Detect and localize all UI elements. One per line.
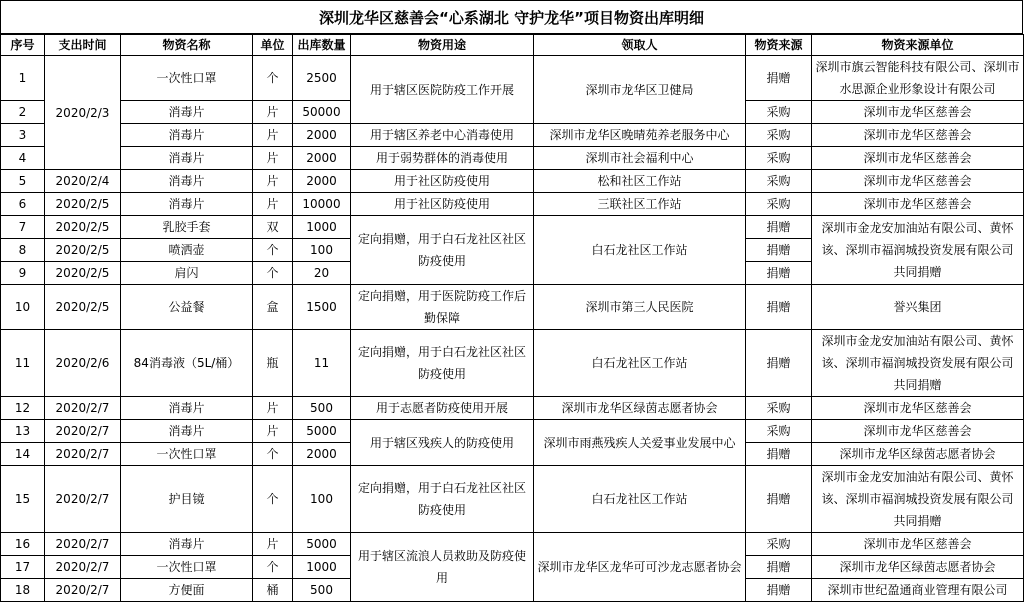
col-header-receiver[interactable]: 领取人 [534,35,746,56]
cell-qty[interactable]: 5000 [293,533,351,556]
col-header-source[interactable]: 物资来源 [746,35,812,56]
cell-date[interactable]: 2020/2/7 [45,466,121,533]
col-header-qty[interactable]: 出库数量 [293,35,351,56]
cell-date[interactable]: 2020/2/3 [45,56,121,170]
cell-source-org[interactable]: 深圳市龙华区慈善会 [812,193,1024,216]
cell-use[interactable]: 定向捐赠，用于白石龙社区社区防疫使用 [351,216,534,285]
cell-no[interactable]: 7 [1,216,45,239]
header-row [1,35,1024,56]
cell-source[interactable]: 捐赠 [746,443,812,466]
cell-no[interactable]: 3 [1,124,45,147]
cell-no[interactable]: 12 [1,397,45,420]
cell-qty[interactable]: 500 [293,397,351,420]
cell-unit[interactable]: 双 [253,216,293,239]
cell-no[interactable]: 11 [1,330,45,397]
cell-date[interactable]: 2020/2/7 [45,579,121,602]
cell-unit[interactable]: 个 [253,556,293,579]
table-row [1,533,1024,556]
cell-no[interactable]: 14 [1,443,45,466]
cell-source-org[interactable]: 誉兴集团 [812,285,1024,330]
cell-source[interactable]: 捐赠 [746,216,812,239]
cell-qty[interactable]: 50000 [293,101,351,124]
cell-date[interactable]: 2020/2/5 [45,239,121,262]
cell-unit[interactable]: 片 [253,533,293,556]
cell-source[interactable]: 采购 [746,193,812,216]
table-row [1,420,1024,443]
cell-unit[interactable]: 个 [253,443,293,466]
cell-source-org[interactable]: 深圳市龙华区慈善会 [812,101,1024,124]
cell-receiver[interactable]: 深圳市龙华区卫健局 [534,56,746,124]
cell-unit[interactable]: 片 [253,170,293,193]
table-row [1,285,1024,330]
col-header-use[interactable]: 物资用途 [351,35,534,56]
cell-unit[interactable]: 片 [253,124,293,147]
cell-receiver[interactable]: 深圳市龙华区龙华可可沙龙志愿者协会 [534,533,746,602]
cell-source[interactable]: 捐赠 [746,579,812,602]
cell-source[interactable]: 捐赠 [746,466,812,533]
cell-item[interactable]: 肩闪 [121,262,253,285]
cell-qty[interactable]: 2000 [293,443,351,466]
cell-item[interactable]: 消毒片 [121,124,253,147]
cell-date[interactable]: 2020/2/5 [45,285,121,330]
table-row [1,216,1024,239]
cell-no[interactable]: 8 [1,239,45,262]
table-row [1,56,1024,101]
cell-item[interactable]: 方便面 [121,579,253,602]
cell-item[interactable]: 消毒片 [121,101,253,124]
cell-unit[interactable]: 片 [253,420,293,443]
cell-source-org[interactable]: 深圳市龙华区绿茵志愿者协会 [812,443,1024,466]
cell-source[interactable]: 捐赠 [746,239,812,262]
cell-no[interactable]: 10 [1,285,45,330]
cell-no[interactable]: 13 [1,420,45,443]
cell-qty[interactable]: 2000 [293,147,351,170]
cell-unit[interactable]: 盒 [253,285,293,330]
cell-source-org[interactable]: 深圳市龙华区绿茵志愿者协会 [812,556,1024,579]
cell-use[interactable]: 定向捐赠，用于医院防疫工作后勤保障 [351,285,534,330]
cell-qty[interactable]: 1000 [293,556,351,579]
cell-item[interactable]: 一次性口罩 [121,56,253,101]
cell-qty[interactable]: 20 [293,262,351,285]
cell-use[interactable]: 用于辖区残疾人的防疫使用 [351,420,534,466]
cell-source[interactable]: 采购 [746,124,812,147]
table-row [1,170,1024,193]
cell-receiver[interactable]: 白石龙社区工作站 [534,216,746,285]
cell-source[interactable]: 采购 [746,101,812,124]
cell-qty[interactable]: 1500 [293,285,351,330]
cell-source[interactable]: 采购 [746,533,812,556]
cell-unit[interactable]: 片 [253,397,293,420]
cell-source-org[interactable]: 深圳市金龙安加油站有限公司、黄怀该、深圳市福润城投资发展有限公司 共同捐赠 [812,330,1024,397]
cell-receiver[interactable]: 深圳市龙华区绿茵志愿者协会 [534,397,746,420]
cell-date[interactable]: 2020/2/4 [45,170,121,193]
cell-source-org[interactable]: 深圳市龙华区慈善会 [812,147,1024,170]
cell-no[interactable]: 9 [1,262,45,285]
cell-source[interactable]: 捐赠 [746,262,812,285]
cell-date[interactable]: 2020/2/7 [45,533,121,556]
cell-item[interactable]: 护目镜 [121,466,253,533]
cell-no[interactable]: 1 [1,56,45,101]
cell-no[interactable]: 18 [1,579,45,602]
col-header-no[interactable]: 序号 [1,35,45,56]
cell-use[interactable]: 用于辖区养老中心消毒使用 [351,124,534,147]
cell-source-org[interactable]: 深圳市金龙安加油站有限公司、黄怀该、深圳市福润城投资发展有限公司 共同捐赠 [812,466,1024,533]
cell-receiver[interactable]: 白石龙社区工作站 [534,466,746,533]
cell-source-org[interactable]: 深圳市世纪盈通商业管理有限公司 [812,579,1024,602]
col-header-item[interactable]: 物资名称 [121,35,253,56]
cell-item[interactable]: 消毒片 [121,147,253,170]
cell-item[interactable]: 公益餐 [121,285,253,330]
data-table [0,34,1024,602]
table-row [1,466,1024,533]
cell-no[interactable]: 17 [1,556,45,579]
cell-use[interactable]: 用于弱势群体的消毒使用 [351,147,534,170]
table-row [1,193,1024,216]
cell-use[interactable]: 用于辖区医院防疫工作开展 [351,56,534,124]
cell-source-org[interactable]: 深圳市旗云智能科技有限公司、深圳市水思源企业形象设计有限公司 [812,56,1024,101]
cell-source[interactable]: 采购 [746,170,812,193]
cell-qty[interactable]: 100 [293,466,351,533]
cell-source-org[interactable]: 深圳市龙华区慈善会 [812,170,1024,193]
cell-no[interactable]: 16 [1,533,45,556]
cell-no[interactable]: 5 [1,170,45,193]
cell-item[interactable]: 一次性口罩 [121,556,253,579]
cell-use[interactable]: 用于社区防疫使用 [351,193,534,216]
cell-no[interactable]: 6 [1,193,45,216]
cell-qty[interactable]: 11 [293,330,351,397]
cell-item[interactable]: 84消毒液（5L/桶） [121,330,253,397]
cell-source-org[interactable]: 深圳市龙华区慈善会 [812,124,1024,147]
cell-use[interactable]: 定向捐赠，用于白石龙社区社区防疫使用 [351,466,534,533]
cell-item[interactable]: 乳胶手套 [121,216,253,239]
cell-source[interactable]: 捐赠 [746,330,812,397]
cell-date[interactable]: 2020/2/6 [45,330,121,397]
cell-unit[interactable]: 片 [253,147,293,170]
cell-qty[interactable]: 500 [293,579,351,602]
cell-date[interactable]: 2020/2/5 [45,193,121,216]
cell-source[interactable]: 捐赠 [746,556,812,579]
page-title: 深圳龙华区慈善会“心系湖北 守护龙华”项目物资出库明细 [0,0,1023,34]
cell-source-org[interactable]: 深圳市龙华区慈善会 [812,533,1024,556]
cell-qty[interactable]: 100 [293,239,351,262]
cell-qty[interactable]: 10000 [293,193,351,216]
table-row [1,147,1024,170]
cell-date[interactable]: 2020/2/7 [45,420,121,443]
cell-source-org[interactable]: 深圳市龙华区慈善会 [812,397,1024,420]
cell-date[interactable]: 2020/2/7 [45,443,121,466]
col-header-unit[interactable]: 单位 [253,35,293,56]
cell-unit[interactable]: 个 [253,466,293,533]
cell-use[interactable]: 用于辖区流浪人员救助及防疫使用 [351,533,534,602]
cell-no[interactable]: 15 [1,466,45,533]
cell-use[interactable]: 用于志愿者防疫使用开展 [351,397,534,420]
cell-date[interactable]: 2020/2/5 [45,216,121,239]
cell-receiver[interactable]: 深圳市龙华区晚晴苑养老服务中心 [534,124,746,147]
cell-source[interactable]: 捐赠 [746,285,812,330]
cell-receiver[interactable]: 三联社区工作站 [534,193,746,216]
cell-source[interactable]: 采购 [746,420,812,443]
cell-qty[interactable]: 5000 [293,420,351,443]
cell-item[interactable]: 消毒片 [121,170,253,193]
cell-no[interactable]: 4 [1,147,45,170]
cell-item[interactable]: 消毒片 [121,533,253,556]
table-row [1,397,1024,420]
table-row [1,124,1024,147]
cell-source[interactable]: 采购 [746,397,812,420]
col-header-source-org[interactable]: 物资来源单位 [812,35,1024,56]
cell-unit[interactable]: 桶 [253,579,293,602]
cell-item[interactable]: 消毒片 [121,193,253,216]
cell-source[interactable]: 采购 [746,147,812,170]
cell-date[interactable]: 2020/2/5 [45,262,121,285]
cell-date[interactable]: 2020/2/7 [45,556,121,579]
cell-qty[interactable]: 2000 [293,124,351,147]
cell-receiver[interactable]: 深圳市社会福利中心 [534,147,746,170]
cell-receiver[interactable]: 深圳市雨燕残疾人关爱事业发展中心 [534,420,746,466]
cell-receiver[interactable]: 松和社区工作站 [534,170,746,193]
cell-source[interactable]: 捐赠 [746,56,812,101]
cell-item[interactable]: 一次性口罩 [121,443,253,466]
cell-no[interactable]: 2 [1,101,45,124]
cell-unit[interactable]: 片 [253,101,293,124]
cell-unit[interactable]: 片 [253,193,293,216]
cell-qty[interactable]: 2500 [293,56,351,101]
cell-source-org[interactable]: 深圳市龙华区慈善会 [812,420,1024,443]
cell-item[interactable]: 消毒片 [121,420,253,443]
col-header-date[interactable]: 支出时间 [45,35,121,56]
cell-unit[interactable]: 个 [253,56,293,101]
cell-qty[interactable]: 2000 [293,170,351,193]
cell-unit[interactable]: 个 [253,239,293,262]
cell-item[interactable]: 喷洒壶 [121,239,253,262]
cell-qty[interactable]: 1000 [293,216,351,239]
cell-date[interactable]: 2020/2/7 [45,397,121,420]
cell-item[interactable]: 消毒片 [121,397,253,420]
cell-use[interactable]: 用于社区防疫使用 [351,170,534,193]
cell-receiver[interactable]: 白石龙社区工作站 [534,330,746,397]
cell-unit[interactable]: 个 [253,262,293,285]
cell-use[interactable]: 定向捐赠，用于白石龙社区社区防疫使用 [351,330,534,397]
cell-unit[interactable]: 瓶 [253,330,293,397]
table-row [1,330,1024,397]
cell-receiver[interactable]: 深圳市第三人民医院 [534,285,746,330]
cell-source-org[interactable]: 深圳市金龙安加油站有限公司、黄怀该、深圳市福润城投资发展有限公司 共同捐赠 [812,216,1024,285]
